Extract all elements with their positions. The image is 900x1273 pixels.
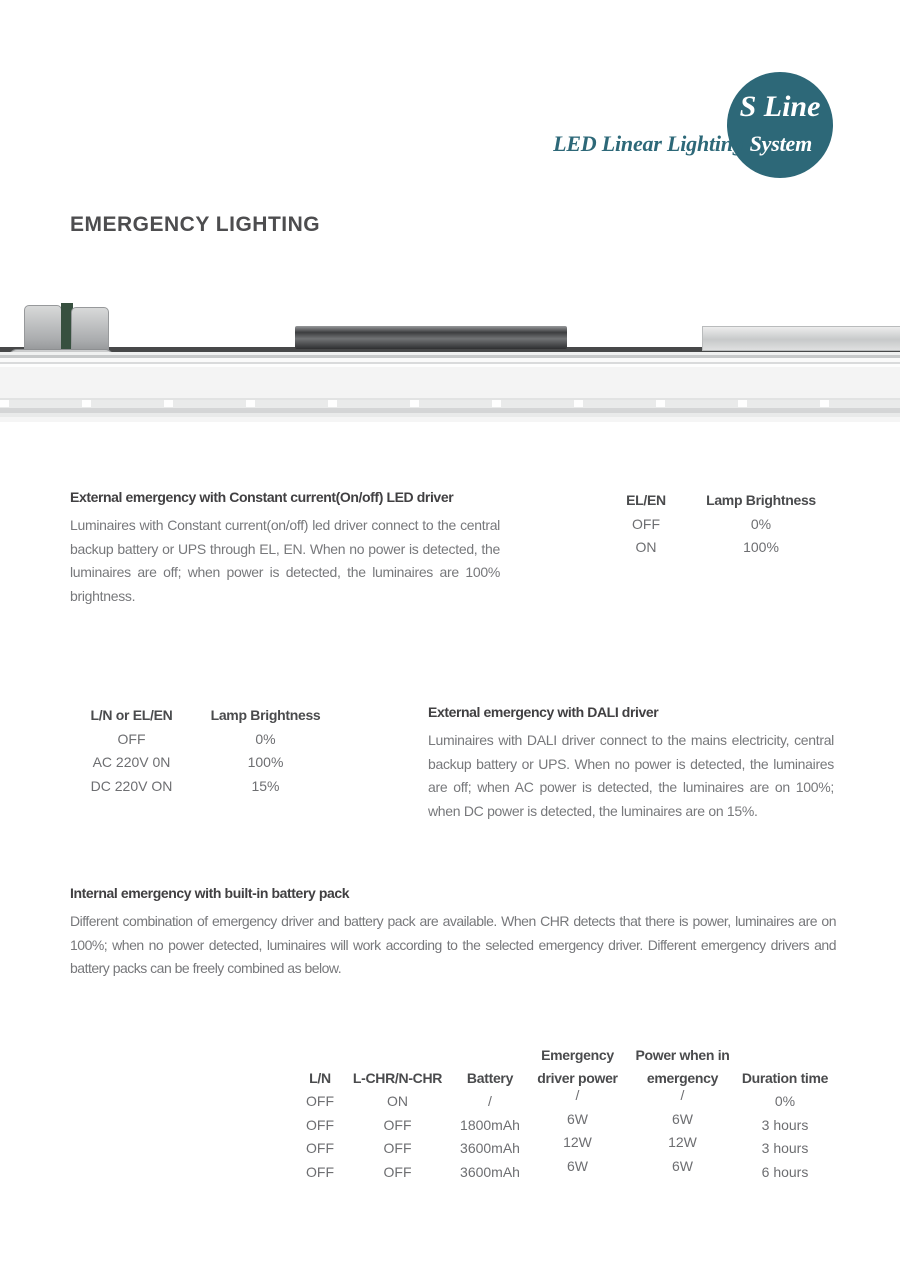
- table-header-row: [600, 489, 830, 513]
- table-cell: 6W: [672, 1110, 693, 1127]
- column-header: L-CHR/N-CHR: [352, 1070, 443, 1086]
- table-cell: OFF: [632, 515, 660, 532]
- logo-circle-icon: [727, 72, 833, 178]
- column-header: Emergency driver power: [537, 1047, 618, 1086]
- table-cell: 100%: [743, 539, 779, 555]
- fixture-body: [0, 352, 900, 422]
- section-body: Different combination of emergency driver and battery pack are available. When CHR detects that there is power, luminaires are on 100%; when no power detected, luminaires will work according to the selected emergency driver. Different emergency drivers and battery packs can be freely combined as below.: [70, 913, 836, 976]
- table-cell: AC 220V 0N: [92, 754, 171, 770]
- column-header: Duration time: [741, 1070, 829, 1086]
- fixture-driver-module: [295, 326, 567, 349]
- logo-tagline-prefix: LED Linear Lighting: [553, 131, 744, 156]
- column-header: Battery: [466, 1070, 514, 1086]
- section-dali: [428, 704, 834, 823]
- table-cell: 6 hours: [761, 1163, 809, 1180]
- table-row: [600, 536, 830, 560]
- section-body: Luminaires with Constant current(on/off) led driver connect to the central backup battery or UPS through EL, EN. When no power is detected, the luminaires are off; when power is detected, the luminaires are 100% brightness.: [70, 517, 500, 604]
- table-cell: 3600mAh: [460, 1140, 520, 1156]
- table-cell: 100%: [247, 754, 284, 770]
- table-cell: 12W: [563, 1134, 592, 1150]
- table-cell: OFF: [383, 1140, 412, 1156]
- table-header-row: [70, 704, 338, 728]
- table-cell: 3 hours: [761, 1140, 809, 1156]
- table-cell: 6W: [672, 1157, 693, 1174]
- table-row: [70, 751, 338, 775]
- table-cell: 3 hours: [761, 1116, 809, 1133]
- connector-clip-right: [71, 307, 109, 355]
- table-row: [70, 775, 338, 799]
- table-cell: OFF: [306, 1116, 334, 1133]
- connector-clip-left: [24, 305, 62, 355]
- column-header: Power when in emergency: [635, 1047, 730, 1086]
- logo-tagline-suffix: System: [749, 131, 812, 156]
- table-row: [300, 1157, 835, 1185]
- fixture-battery-module: [702, 326, 900, 351]
- table-row: [600, 513, 830, 537]
- table-cell: 3600mAh: [460, 1163, 520, 1180]
- table-cell: DC 220V ON: [90, 777, 173, 794]
- table-cell: /: [575, 1087, 580, 1103]
- fixture-led-strip: [0, 400, 900, 407]
- table-cell: OFF: [383, 1116, 412, 1133]
- column-header: Lamp Brightness: [706, 492, 816, 508]
- table-cell: OFF: [117, 730, 146, 747]
- table-cell: OFF: [306, 1163, 334, 1180]
- table-cell: 1800mAh: [460, 1116, 520, 1133]
- battery-combination-table: [300, 1040, 835, 1184]
- table-cell: 0%: [750, 515, 772, 532]
- table-cell: ON: [387, 1093, 408, 1109]
- logo-tagline: [553, 131, 812, 157]
- product-image: [0, 300, 900, 422]
- page-title: EMERGENCY LIGHTING: [70, 213, 321, 236]
- el-en-table: [600, 489, 830, 560]
- table-cell: 15%: [251, 777, 280, 794]
- table-cell: 12W: [668, 1134, 697, 1150]
- column-header: L/N: [309, 1070, 331, 1086]
- section-constant-current: [70, 489, 500, 608]
- column-header: L/N or EL/EN: [90, 707, 173, 723]
- table-cell: OFF: [383, 1163, 412, 1180]
- table-cell: OFF: [306, 1093, 334, 1109]
- section-body: Luminaires with DALI driver connect to the mains electricity, central backup battery or UPS. When no power is detected, the luminaires are off; when AC power is detected, the luminaires are on 100%; when DC power is detected, the luminaires are on 15%.: [428, 732, 834, 819]
- column-header: Lamp Brightness: [210, 707, 321, 723]
- logo-circle-text: S Line: [739, 90, 821, 123]
- ln-el-en-table: [70, 704, 338, 798]
- table-row: [70, 728, 338, 752]
- section-internal-emergency: [70, 885, 836, 981]
- table-cell: 0%: [774, 1093, 796, 1109]
- table-cell: 6W: [567, 1157, 588, 1174]
- section-heading: External emergency with Constant current(On/off) LED driver: [70, 489, 454, 505]
- column-header: EL/EN: [626, 492, 666, 508]
- table-cell: 0%: [255, 730, 276, 747]
- table-header-row: [300, 1040, 835, 1090]
- table-cell: /: [680, 1087, 685, 1103]
- table-cell: OFF: [306, 1140, 334, 1156]
- table-cell: /: [488, 1093, 492, 1109]
- table-cell: ON: [635, 539, 657, 555]
- section-heading: Internal emergency with built-in battery pack: [70, 885, 350, 901]
- section-heading: External emergency with DALI driver: [428, 704, 659, 720]
- table-cell: 6W: [567, 1110, 588, 1127]
